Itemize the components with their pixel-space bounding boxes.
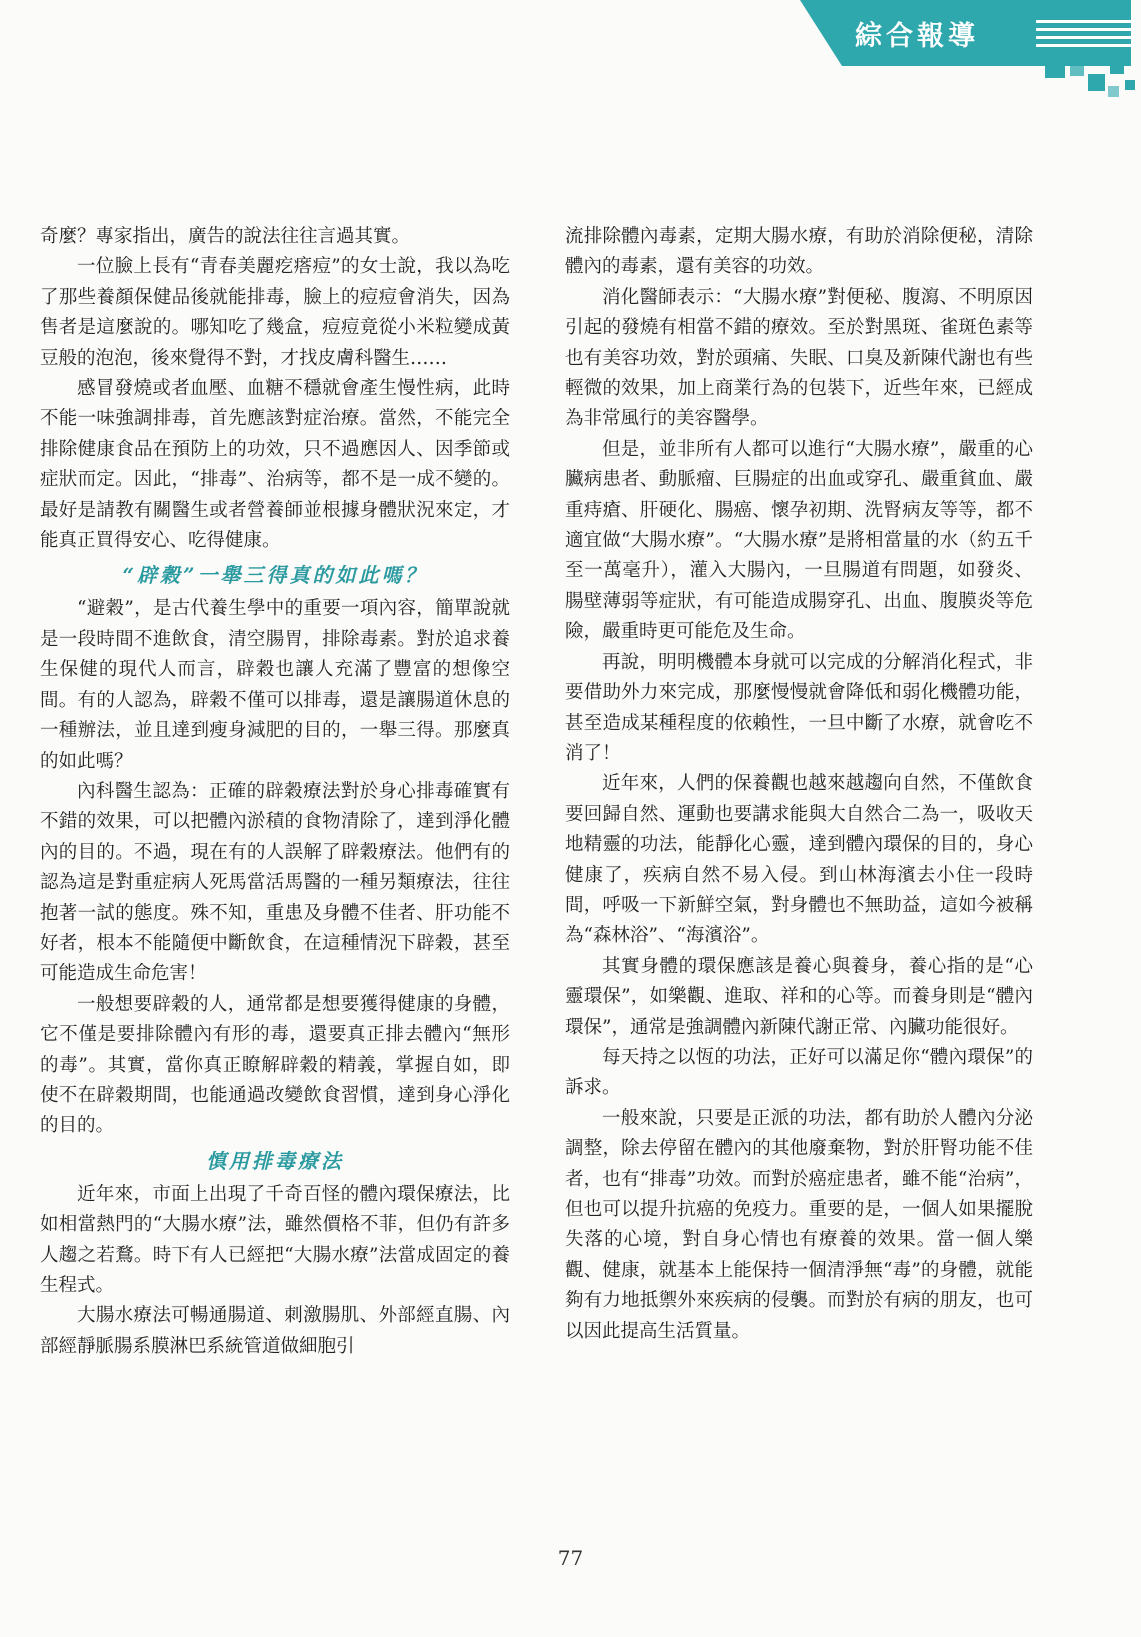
paragraph: 一位臉上長有“青春美麗疙瘩痘”的女士說，我以為吃了那些養顏保健品後就能排毒，臉上的痘痘會消失，因為售者是這麼說的。哪知吃了幾盒，痘痘竟從小米粒變成黃豆般的泡泡，後來覺得不對，才找皮膚科醫生…… <box>40 256 510 369</box>
paragraph: 再說，明明機體本身就可以完成的分解消化程式，非要借助外力來完成，那麼慢慢就會降低和弱化機體功能，甚至造成某種程度的依賴性，一旦中斷了水療，就會吃不消了！ <box>565 651 1033 764</box>
paragraph: 感冒發燒或者血壓、血糖不穩就會產生慢性病，此時不能一味強調排毒，首先應該對症治療。當然，不能完全排除健康食品在預防上的功效，只不過應因人、因季節或症狀而定。因此，“排毒”、治病等，都不是一成不變的。最好是請教有關醫生或者營養師並根據身體狀況來定，才能真正買得安心、吃得健康。 <box>40 378 510 552</box>
section-title: 綜合報導 <box>855 21 979 52</box>
section-heading: 慎用排毒療法 <box>206 1148 344 1173</box>
header-decor-lines <box>1036 20 1131 52</box>
paragraph: 一般來說，只要是正派的功法，都有助於人體內分泌調整，除去停留在體內的其他廢棄物，對於肝腎功能不佳者，也有“排毒”功效。而對於癌症患者，雖不能“治病”，但也可以提升抗癌的免疫力。重要的是，一個人如果擺脫失落的心境，對自身心情也有療養的效果。當一個人樂觀、健康，就基本上能保持一個清淨無“毒”的身體，就能夠有力地抵禦外來疾病的侵襲。而對於有病的朋友，也可以因此提高生活質量。 <box>565 1107 1033 1342</box>
paragraph: 每天持之以恆的功法，正好可以滿足你“體內環保”的訴求。 <box>565 1046 1033 1099</box>
section-heading: “辟穀”一舉三得真的如此嗎？ <box>122 563 428 588</box>
paragraph: 但是，並非所有人都可以進行“大腸水療”，嚴重的心臟病患者、動脈瘤、巨腸症的出血或穿孔、嚴重貧血、嚴重痔瘡、肝硬化、腸癌、懷孕初期、洗腎病友等等，都不適宜做“大腸水療”。“大腸水療”是將相當量的水（約五千至一萬毫升），灌入大腸內，一旦腸道有問題，如發炎、腸壁薄弱等症狀，有可能造成腸穿孔、出血、腹膜炎等危險，嚴重時更可能危及生命。 <box>565 438 1033 643</box>
paragraph: 一般想要辟穀的人，通常都是想要獲得健康的身體，它不僅是要排除體內有形的毒，還要真正排去體內“無形的毒”。其實，當你真正瞭解辟穀的精義，掌握自如，即使不在辟穀期間，也能通過改變飲食習慣，達到身心淨化的目的。 <box>40 993 510 1137</box>
paragraph: 奇麼？專家指出，廣告的說法往往言過其實。 <box>40 226 411 247</box>
paragraph: “避穀”，是古代養生學中的重要一項內容，簡單說就是一段時間不進飲食，清空腸胃，排除毒素。對於追求養生保健的現代人而言，辟穀也讓人充滿了豐富的想像空間。有的人認為，辟穀不僅可以排毒，還是讓腸道休息的一種辦法，並且達到瘦身減肥的目的，一舉三得。那麼真的如此嗎？ <box>40 598 510 772</box>
paragraph: 大腸水療法可暢通腸道、刺激腸肌、外部經直腸、內部經靜脈腸系膜淋巴系統管道做細胞引 <box>40 1305 510 1357</box>
right-column <box>565 222 1033 1347</box>
paragraph: 內科醫生認為：正確的辟穀療法對於身心排毒確實有不錯的效果，可以把體內淤積的食物清除了，達到淨化體內的目的。不過，現在有的人誤解了辟穀療法。他們有的認為這是對重症病人死馬當活馬醫的一種另類療法，往往抱著一試的態度。殊不知，重患及身體不佳者、肝功能不好者，根本不能隨便中斷飲食，在這種情況下辟穀，甚至可能造成生命危害！ <box>40 780 510 985</box>
paragraph: 流排除體內毒素，定期大腸水療，有助於消除便秘，清除體內的毒素，還有美容的功效。 <box>565 226 1033 278</box>
paragraph: 消化醫師表示：“大腸水療”對便秘、腹瀉、不明原因引起的發燒有相當不錯的療效。至於對黑斑、雀斑色素等也有美容功效，對於頭痛、失眠、口臭及新陳代謝也有些輕微的效果，加上商業行為的包裝下，近些年來，已經成為非常風行的美容醫學。 <box>565 286 1033 430</box>
page-number: 77 <box>557 1546 584 1570</box>
paragraph: 近年來，人們的保養觀也越來越趨向自然，不僅飲食要回歸自然、運動也要講求能與大自然合二為一，吸收天地精靈的功法，能靜化心靈，達到體內環保的目的，身心健康了，疾病自然不易入侵。到山林海濱去小住一段時間，呼吸一下新鮮空氣，對身體也不無助益，這如今被稱為“森林浴”、“海濱浴”。 <box>565 773 1033 947</box>
left-column <box>40 222 510 1362</box>
paragraph: 其實身體的環保應該是養心與養身，養心指的是“心靈環保”，如樂觀、進取、祥和的心等。而養身則是“體內環保”，通常是強調體內新陳代謝正常、內臟功能很好。 <box>565 955 1033 1038</box>
paragraph: 近年來，市面上出現了千奇百怪的體內環保療法，比如相當熱門的“大腸水療”法，雖然價格不菲，但仍有許多人趨之若鶩。時下有人已經把“大腸水療”法當成固定的養生程式。 <box>40 1183 510 1296</box>
